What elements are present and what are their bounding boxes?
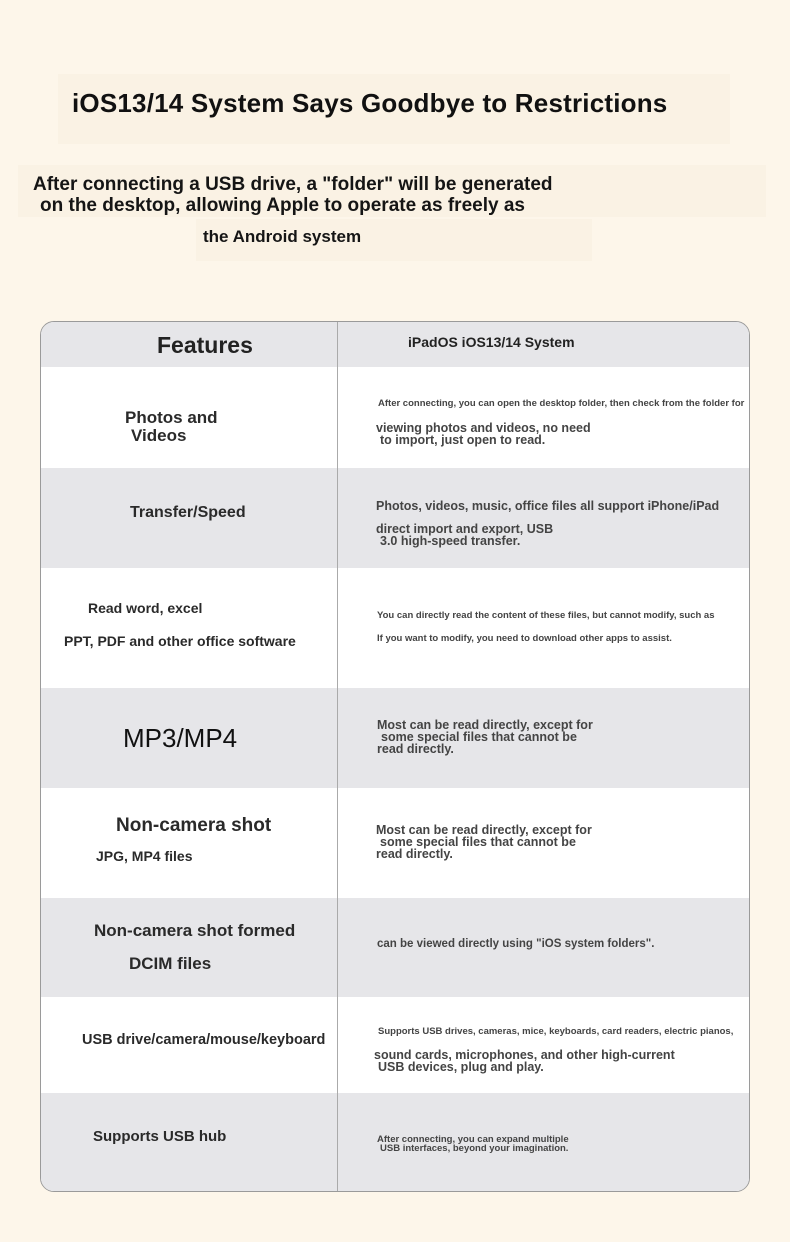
description-text: viewing photos and videos, no need [376, 421, 591, 435]
feature-label: DCIM files [129, 954, 212, 973]
description-text: After connecting, you can open the desktop folder, then check from the folder for [378, 398, 745, 409]
column-divider [337, 322, 338, 1191]
table-row [41, 688, 749, 788]
table-row [41, 788, 749, 898]
feature-label: Videos [131, 426, 187, 445]
description-text: USB interfaces, beyond your imagination. [380, 1143, 569, 1154]
comparison-table [40, 321, 750, 1192]
table-row [41, 367, 749, 468]
description-text: some special files that cannot be [381, 730, 577, 744]
feature-label: Non-camera shot formed [94, 921, 296, 940]
description-text: After connecting, you can expand multiple [377, 1134, 569, 1145]
table-row [41, 1093, 749, 1191]
subtitle-line-3: the Android system [203, 227, 362, 246]
feature-label: Read word, excel [88, 600, 203, 616]
description-text: read directly. [376, 847, 453, 861]
description-text: If you want to modify, you need to download other apps to assist. [377, 633, 672, 644]
description-text: can be viewed directly using "iOS system folders". [377, 938, 655, 950]
feature-label: Photos and [125, 408, 218, 427]
table-header [41, 322, 749, 367]
description-text: some special files that cannot be [380, 835, 576, 849]
table-row [41, 468, 749, 568]
page-title: iOS13/14 System Says Goodbye to Restrictions [72, 88, 668, 118]
subtitle-line-2: on the desktop, allowing Apple to operate as freely as [40, 195, 525, 216]
description-text: Photos, videos, music, office files all support iPhone/iPad [376, 499, 720, 513]
description-text: to import, just open to read. [380, 433, 546, 447]
description-text: USB devices, plug and play. [378, 1060, 544, 1074]
title-banner [58, 74, 730, 144]
table-row [41, 898, 749, 997]
description-text: read directly. [377, 742, 454, 756]
subtitle-line-1: After connecting a USB drive, a "folder" will be generated [33, 174, 553, 195]
feature-label: MP3/MP4 [123, 723, 238, 753]
description-text: sound cards, microphones, and other high-current [374, 1048, 675, 1062]
header-features: Features [157, 332, 253, 358]
table-row [41, 997, 749, 1093]
description-text: 3.0 high-speed transfer. [380, 534, 521, 548]
description-text: Most can be read directly, except for [377, 718, 593, 732]
description-text: Supports USB drives, cameras, mice, keyboards, card readers, electric pianos, [378, 1026, 734, 1037]
feature-label: Supports USB hub [93, 1128, 227, 1145]
feature-label: USB drive/camera/mouse/keyboard [82, 1032, 326, 1048]
table-row [41, 568, 749, 688]
header-system: iPadOS iOS13/14 System [408, 334, 575, 350]
description-text: direct import and export, USB [376, 522, 554, 536]
description-text: You can directly read the content of these files, but cannot modify, such as [377, 610, 715, 621]
feature-label: Transfer/Speed [130, 504, 246, 521]
feature-label: JPG, MP4 files [96, 848, 193, 864]
feature-label: PPT, PDF and other office software [64, 633, 296, 649]
feature-label: Non-camera shot [116, 815, 272, 836]
description-text: Most can be read directly, except for [376, 823, 592, 837]
